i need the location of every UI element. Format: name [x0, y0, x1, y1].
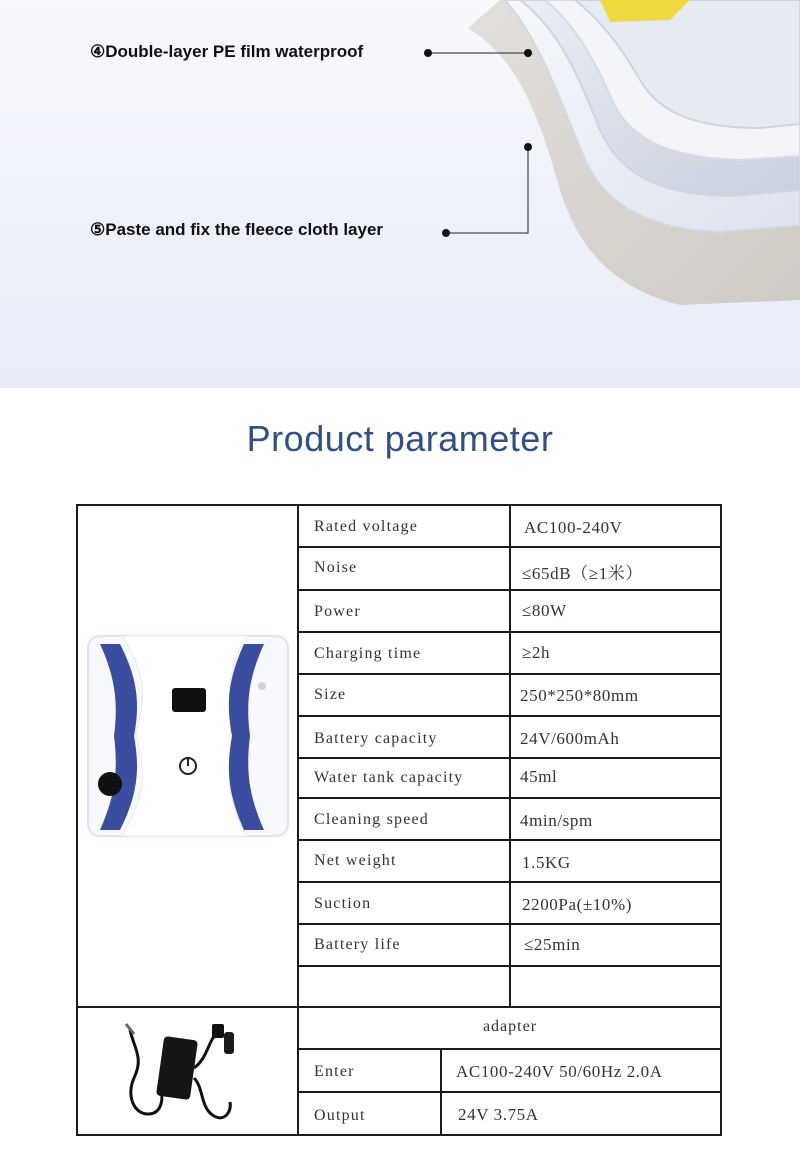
- param-label: Battery capacity: [314, 730, 438, 747]
- table-divider-h: [297, 923, 722, 925]
- section-title: Product parameter: [246, 418, 554, 459]
- table-divider-h: [297, 881, 722, 883]
- table-divider-h: [297, 631, 722, 633]
- table-divider-h: [297, 673, 722, 675]
- param-label: Charging time: [314, 645, 422, 662]
- param-value: 250*250*80mm: [520, 686, 639, 705]
- table-divider-h: [76, 1006, 722, 1008]
- table-divider-h: [297, 797, 722, 799]
- param-value: ≤65dB（≥1米）: [522, 564, 643, 583]
- param-label: Net weight: [314, 852, 397, 869]
- table-divider-h: [297, 546, 722, 548]
- param-label: Size: [314, 686, 347, 703]
- param-value: ≤25min: [524, 935, 581, 954]
- param-label: Battery life: [314, 936, 401, 953]
- table-divider-h: [297, 715, 722, 717]
- window-cleaning-robot-image: [86, 634, 290, 838]
- callout-fleece-cloth: ⑤Paste and fix the fleece cloth layer: [90, 220, 384, 239]
- table-divider-h: [297, 589, 722, 591]
- hero-banner: [0, 0, 800, 388]
- adapter-value: AC100-240V 50/60Hz 2.0A: [456, 1062, 663, 1081]
- param-label: Power: [314, 603, 361, 620]
- adapter-value: 24V 3.75A: [458, 1105, 539, 1124]
- table-divider-h: [297, 757, 722, 759]
- table-divider-h: [297, 839, 722, 841]
- adapter-label: Output: [314, 1107, 366, 1124]
- param-value: AC100-240V: [524, 518, 623, 537]
- callout-pe-film: ④Double-layer PE film waterproof: [90, 42, 364, 61]
- table-divider-h: [297, 1091, 722, 1093]
- param-value: 4min/spm: [520, 811, 593, 830]
- param-value: ≥2h: [522, 643, 551, 662]
- adapter-title: adapter: [482, 1018, 538, 1035]
- table-divider-h: [297, 965, 722, 967]
- param-label: Rated voltage: [314, 518, 419, 535]
- param-value: ≤80W: [522, 601, 567, 620]
- param-label: Cleaning speed: [314, 811, 429, 828]
- param-value: 24V/600mAh: [520, 729, 620, 748]
- table-divider-h: [297, 1048, 722, 1050]
- table-divider-v: [297, 504, 299, 1136]
- param-value: 1.5KG: [522, 853, 571, 872]
- param-label: Suction: [314, 895, 372, 912]
- param-value: 45ml: [520, 767, 558, 786]
- power-adapter-image: [104, 1018, 244, 1122]
- table-divider-v: [509, 504, 511, 1008]
- param-value: 2200Pa(±10%): [522, 895, 633, 914]
- param-label: Water tank capacity: [314, 769, 464, 786]
- adapter-label: Enter: [314, 1063, 355, 1080]
- param-label: Noise: [314, 559, 358, 576]
